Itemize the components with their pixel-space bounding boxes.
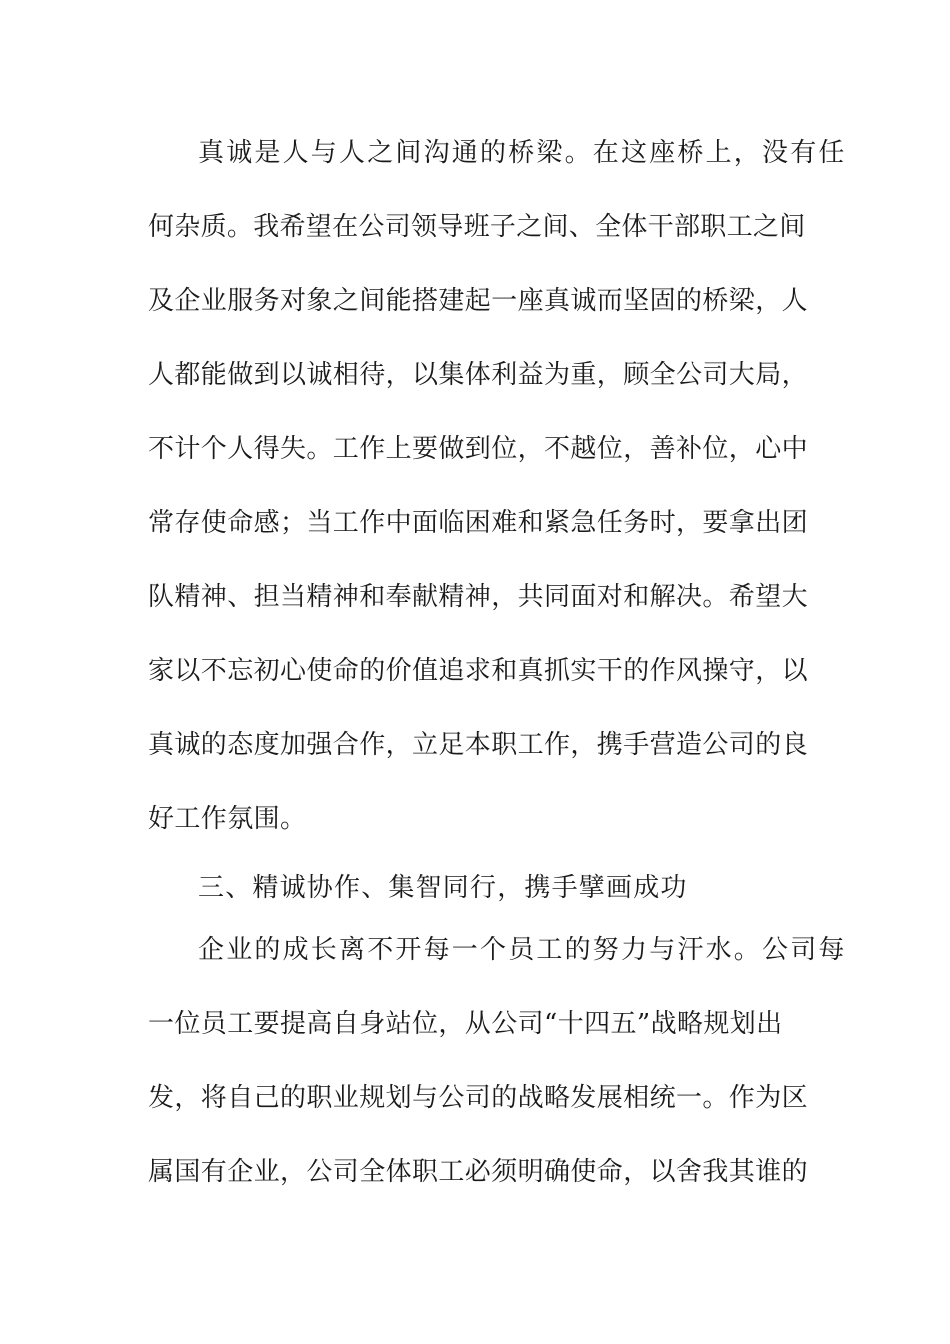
paragraph-line: 企业的成长离不开每一个员工的努力与汗水。公司每 <box>198 935 847 965</box>
paragraph-line: 真诚的态度加强合作，立足本职工作，携手营造公司的良 <box>148 730 809 760</box>
paragraph-line: 真诚是人与人之间沟通的桥梁。在这座桥上，没有任 <box>198 138 847 168</box>
paragraph-line: 队精神、担当精神和奉献精神，共同面对和解决。希望大 <box>148 582 809 612</box>
paragraph-line: 不计个人得失。工作上要做到位，不越位，善补位，心中 <box>148 434 809 464</box>
paragraph-line: 属国有企业，公司全体职工必须明确使命，以舍我其谁的 <box>148 1157 809 1187</box>
paragraph-line: 发，将自己的职业规划与公司的战略发展相统一。作为区 <box>148 1083 809 1113</box>
paragraph-line: 及企业服务对象之间能搭建起一座真诚而坚固的桥梁，人 <box>148 286 809 316</box>
paragraph-line: 人都能做到以诚相待，以集体利益为重，顾全公司大局， <box>148 360 809 390</box>
section-heading: 三、精诚协作、集智同行，携手擘画成功 <box>198 873 688 903</box>
paragraph-line: 常存使命感；当工作中面临困难和紧急任务时，要拿出团 <box>148 508 809 538</box>
paragraph-line: 家以不忘初心使命的价值追求和真抓实干的作风操守，以 <box>148 656 809 686</box>
paragraph-line: 何杂质。我希望在公司领导班子之间、全体干部职工之间 <box>148 212 806 242</box>
paragraph-line: 一位员工要提高自身站位，从公司“十四五”战略规划出 <box>148 1009 783 1039</box>
paragraph-line: 好工作氛围。 <box>148 804 307 834</box>
